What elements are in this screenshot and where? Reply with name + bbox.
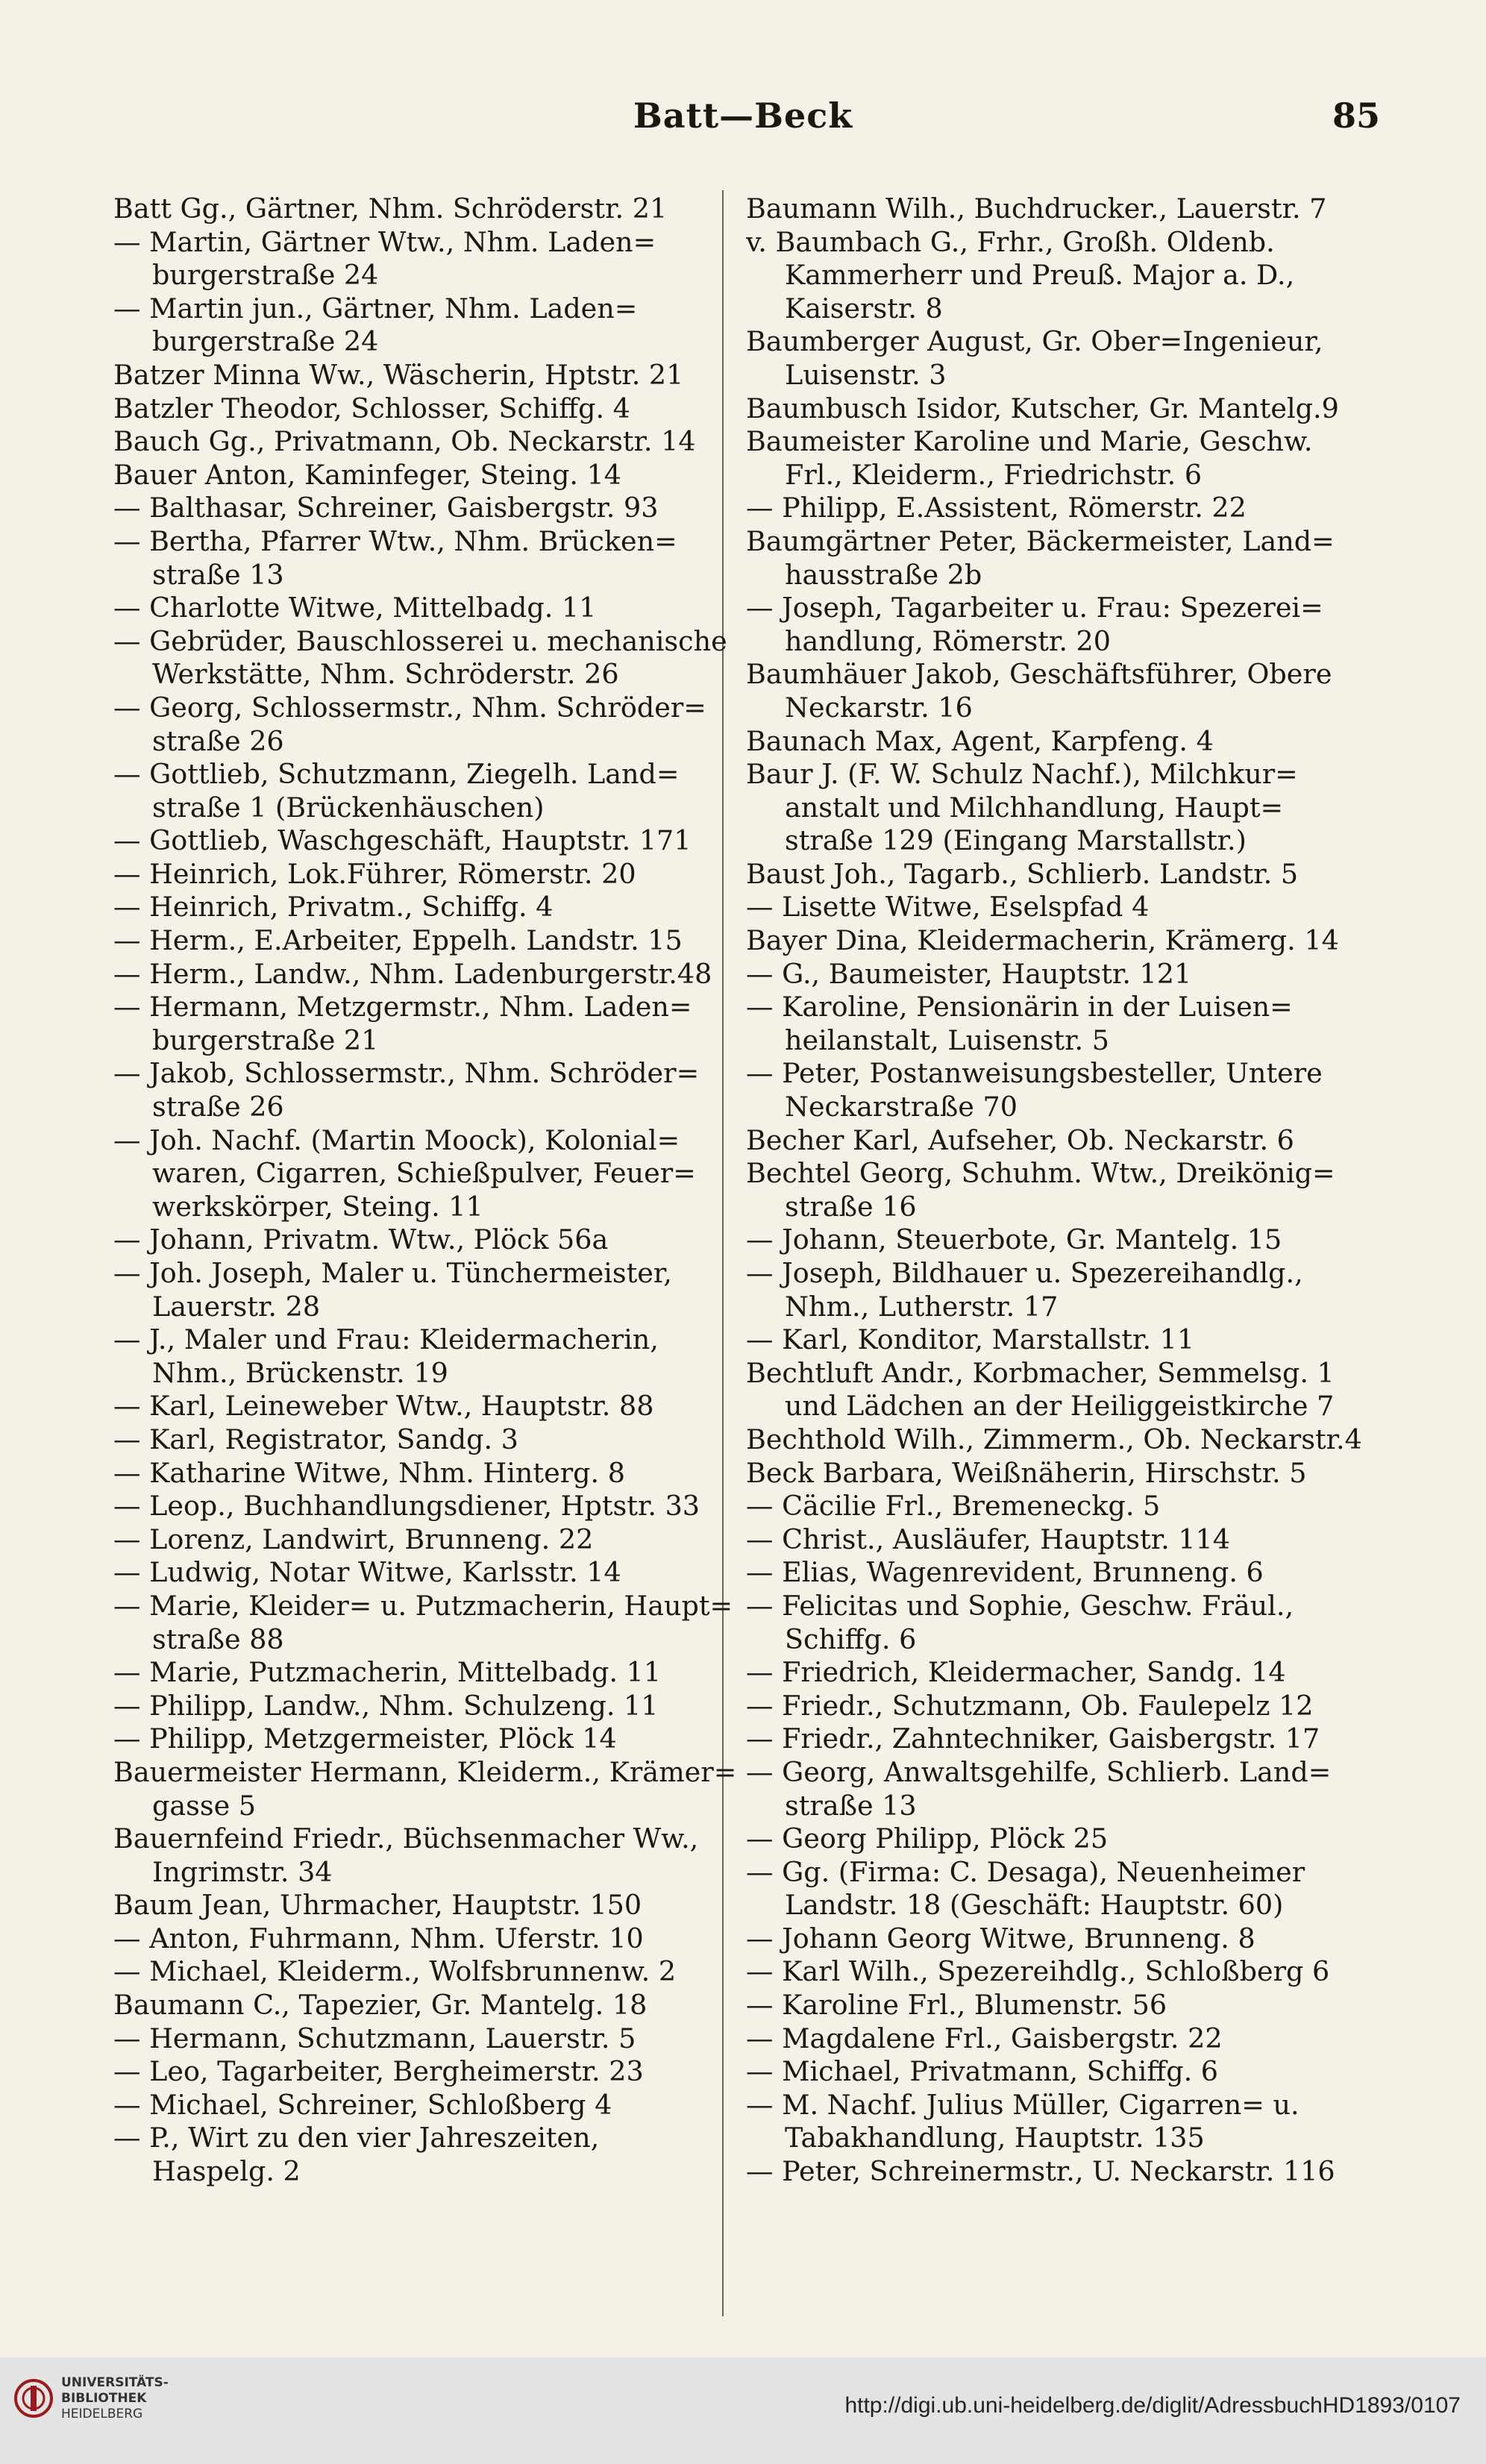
directory-entry [746, 1856, 1395, 1922]
entry-continuation-line: straße 129 (Eingang Marstallstr.) [785, 824, 1247, 857]
entry-line: — Karl, Leineweber Wtw., Hauptstr. 88 [113, 1390, 654, 1423]
directory-entry [113, 1690, 762, 1723]
directory-entry [113, 2055, 762, 2089]
entry-line: Baunach Max, Agent, Karpfeng. 4 [746, 724, 1214, 757]
entry-line: — Hermann, Schutzmann, Lauerstr. 5 [113, 2022, 636, 2054]
entry-line: Bauermeister Hermann, Kleiderm., Krämer= [113, 1755, 737, 1788]
directory-entry [746, 725, 1395, 759]
entry-line: Bauer Anton, Kaminfeger, Steing. 14 [113, 458, 621, 491]
entry-line: — Philipp, Landw., Nhm. Schulzeng. 11 [113, 1689, 659, 1722]
directory-entry [113, 2089, 762, 2122]
entry-line: — Gg. (Firma: C. Desaga), Neuenheimer [746, 1855, 1305, 1888]
entry-line: — Lorenz, Landwirt, Brunneng. 22 [113, 1523, 594, 1555]
directory-entry [113, 1722, 762, 1756]
entry-line: — Peter, Schreinermstr., U. Neckarstr. 116 [746, 2155, 1335, 2188]
directory-entry [113, 958, 762, 991]
directory-entry [746, 525, 1395, 592]
directory-entry [746, 1523, 1395, 1557]
directory-entry [113, 592, 762, 625]
directory-entry [113, 226, 762, 292]
entry-continuation-line: Nhm., Brückenstr. 19 [152, 1356, 448, 1389]
directory-entry [113, 1922, 762, 1956]
directory-entry [113, 1556, 762, 1590]
entry-line: Bechtluft Andr., Korbmacher, Semmelsg. 1 [746, 1356, 1335, 1389]
entry-line: — Johann Georg Witwe, Brunneng. 8 [746, 1922, 1255, 1954]
entry-line: Bechtel Georg, Schuhm. Wtw., Dreikönig= [746, 1157, 1335, 1190]
entry-line: — Balthasar, Schreiner, Gaisbergstr. 93 [113, 492, 659, 524]
entry-line: — Gottlieb, Waschgeschäft, Hauptstr. 171 [113, 824, 692, 857]
right-column [746, 192, 1395, 2189]
entry-line: Baumgärtner Peter, Bäckermeister, Land= [746, 524, 1335, 557]
entry-line: — Martin jun., Gärtner, Nhm. Laden= [113, 292, 638, 325]
entry-line: — P., Wirt zu den vier Jahreszeiten, [113, 2122, 600, 2154]
directory-entry [113, 1057, 762, 1123]
directory-entry [113, 1889, 762, 1922]
entry-line: — Karl, Konditor, Marstallstr. 11 [746, 1323, 1195, 1356]
directory-entry [113, 758, 762, 824]
entry-line: Baumberger August, Gr. Ober=Ingenieur, [746, 325, 1323, 358]
entry-continuation-line: Haspelg. 2 [152, 2155, 301, 2188]
directory-entry [113, 1523, 762, 1557]
entry-continuation-line: Nhm., Lutherstr. 17 [785, 1290, 1059, 1323]
library-seal-icon [13, 2378, 54, 2418]
entry-line: — Cäcilie Frl., Bremeneckg. 5 [746, 1490, 1161, 1523]
entry-continuation-line: und Lädchen an der Heiliggeistkirche 7 [785, 1390, 1335, 1423]
directory-entry [113, 392, 762, 426]
entry-line: — Herm., Landw., Nhm. Ladenburgerstr.48 [113, 957, 712, 990]
entry-line: — Marie, Kleider= u. Putzmacherin, Haupt= [113, 1589, 733, 1622]
entry-line: — Ludwig, Notar Witwe, Karlsstr. 14 [113, 1556, 621, 1589]
entry-line: Bauch Gg., Privatmann, Ob. Neckarstr. 14 [113, 425, 696, 458]
entry-continuation-line: burgerstraße 24 [152, 325, 379, 358]
directory-entry [746, 1556, 1395, 1590]
directory-entry [113, 625, 762, 692]
directory-entry [746, 1490, 1395, 1523]
entry-continuation-line: Neckarstraße 70 [785, 1091, 1018, 1123]
directory-entry [113, 1955, 762, 1989]
entry-line: — Leop., Buchhandlungsdiener, Hptstr. 33 [113, 1490, 700, 1523]
directory-entry [746, 1722, 1395, 1756]
entry-line: — Philipp, Metzgermeister, Plöck 14 [113, 1722, 617, 1755]
entry-line: — Lisette Witwe, Eselspfad 4 [746, 891, 1150, 924]
entry-continuation-line: werkskörper, Steing. 11 [152, 1190, 483, 1223]
entry-continuation-line: burgerstraße 24 [152, 259, 379, 292]
directory-entry [113, 192, 762, 226]
entry-line: — M. Nachf. Julius Müller, Cigarren= u. [746, 2088, 1300, 2121]
directory-entry [746, 1690, 1395, 1723]
entry-continuation-line: Werkstätte, Nhm. Schröderstr. 26 [152, 658, 619, 691]
entry-line: — Anton, Fuhrmann, Nhm. Uferstr. 10 [113, 1922, 644, 1954]
directory-entry [113, 1590, 762, 1656]
source-url-link[interactable]: http://digi.ub.uni-heidelberg.de/diglit/AdressbuchHD1893/0107 [844, 2393, 1461, 2418]
entry-line: — Michael, Schreiner, Schloßberg 4 [113, 2088, 612, 2121]
entry-line: — Michael, Privatmann, Schiffg. 6 [746, 2055, 1219, 2088]
directory-entry [746, 1423, 1395, 1457]
entry-line: — Joseph, Tagarbeiter u. Frau: Spezerei= [746, 592, 1323, 624]
entry-line: v. Baumbach G., Frhr., Großh. Oldenb. [746, 225, 1275, 258]
directory-entry [113, 1822, 762, 1889]
directory-entry [746, 1124, 1395, 1158]
directory-entry [113, 459, 762, 492]
directory-entry [746, 1656, 1395, 1690]
entry-continuation-line: Landstr. 18 (Geschäft: Hauptstr. 60) [785, 1889, 1284, 1922]
entry-line: — Charlotte Witwe, Mittelbadg. 11 [113, 592, 597, 624]
directory-entry [746, 858, 1395, 891]
entry-line: — Friedrich, Kleidermacher, Sandg. 14 [746, 1656, 1286, 1689]
entry-line: — Magdalene Frl., Gaisbergstr. 22 [746, 2022, 1223, 2054]
directory-entry [746, 1955, 1395, 1989]
library-name: UNIVERSITÄTS- BIBLIOTHEK HEIDELBERG [61, 2375, 169, 2421]
directory-entry [746, 758, 1395, 858]
directory-entry [113, 1323, 762, 1390]
directory-entry [113, 425, 762, 459]
directory-entry [113, 1223, 762, 1257]
directory-entry [113, 1490, 762, 1523]
directory-entry [746, 325, 1395, 392]
entry-line: — Heinrich, Privatm., Schiffg. 4 [113, 891, 554, 924]
directory-entry [746, 658, 1395, 724]
directory-entry [113, 1423, 762, 1457]
entry-line: Bayer Dina, Kleidermacherin, Krämerg. 14 [746, 924, 1339, 957]
entry-line: — Friedr., Schutzmann, Ob. Faulepelz 12 [746, 1689, 1314, 1722]
directory-entry [746, 192, 1395, 226]
directory-entry [746, 425, 1395, 492]
entry-line: — Marie, Putzmacherin, Mittelbadg. 11 [113, 1656, 662, 1689]
directory-entry [746, 1590, 1395, 1656]
entry-line: Baumann Wilh., Buchdrucker., Lauerstr. 7 [746, 192, 1327, 225]
entry-continuation-line: Neckarstr. 16 [785, 691, 973, 724]
entry-line: Baust Joh., Tagarb., Schlierb. Landstr. 5 [746, 857, 1299, 890]
entry-line: — Johann, Steuerbote, Gr. Mantelg. 15 [746, 1223, 1282, 1256]
directory-entry [113, 1656, 762, 1690]
directory-entry [113, 2122, 762, 2188]
directory-entry [746, 1756, 1395, 1822]
entry-continuation-line: Luisenstr. 3 [785, 358, 947, 391]
entry-line: — Karoline Frl., Blumenstr. 56 [746, 1989, 1167, 2022]
directory-entry [113, 359, 762, 392]
entry-line: Baumbusch Isidor, Kutscher, Gr. Mantelg.9 [746, 392, 1339, 424]
entry-continuation-line: Kammerherr und Preuß. Major a. D., [785, 259, 1295, 292]
directory-entry [746, 492, 1395, 525]
directory-entry [746, 1357, 1395, 1423]
directory-entry [746, 1457, 1395, 1490]
entry-continuation-line: hausstraße 2b [785, 558, 982, 591]
directory-entry [113, 492, 762, 525]
running-header: Batt—Beck [633, 95, 853, 136]
directory-entry [113, 1390, 762, 1423]
entry-continuation-line: burgerstraße 21 [152, 1023, 379, 1056]
entry-continuation-line: gasse 5 [152, 1789, 257, 1822]
entry-line: — Christ., Ausläufer, Hauptstr. 114 [746, 1523, 1230, 1555]
page-number: 85 [1332, 95, 1380, 136]
directory-entry [746, 2055, 1395, 2089]
entry-line: Baumeister Karoline und Marie, Geschw. [746, 425, 1313, 458]
entry-continuation-line: waren, Cigarren, Schießpulver, Feuer= [152, 1157, 696, 1190]
entry-line: — Joh. Nachf. (Martin Moock), Kolonial= [113, 1123, 680, 1156]
directory-entry [746, 1223, 1395, 1257]
entry-line: — J., Maler und Frau: Kleidermacherin, [113, 1323, 659, 1356]
entry-continuation-line: straße 1 (Brückenhäuschen) [152, 791, 545, 824]
left-column [113, 192, 762, 2189]
directory-entry [113, 858, 762, 891]
directory-entry [746, 1323, 1395, 1357]
entry-line: — Herm., E.Arbeiter, Eppelh. Landstr. 15 [113, 924, 683, 957]
directory-entry [113, 1257, 762, 1323]
entry-continuation-line: straße 26 [152, 724, 284, 757]
directory-entry [746, 1922, 1395, 1956]
directory-entry [113, 1756, 762, 1822]
directory-entry [113, 991, 762, 1057]
entry-line: — Karl Wilh., Spezereihdlg., Schloßberg 6 [746, 1955, 1330, 1988]
directory-entry [113, 1989, 762, 2022]
entry-line: Becher Karl, Aufseher, Ob. Neckarstr. 6 [746, 1123, 1294, 1156]
entry-line: — Elias, Wagenrevident, Brunneng. 6 [746, 1556, 1264, 1589]
entry-continuation-line: Lauerstr. 28 [152, 1290, 321, 1323]
entry-line: — Gottlieb, Schutzmann, Ziegelh. Land= [113, 758, 680, 791]
entry-line: Bauernfeind Friedr., Büchsenmacher Ww., [113, 1822, 699, 1855]
directory-entry [113, 525, 762, 592]
directory-entry [113, 292, 762, 359]
entry-line: Baur J. (F. W. Schulz Nachf.), Milchkur= [746, 758, 1298, 791]
entry-line: — Heinrich, Lok.Führer, Römerstr. 20 [113, 857, 636, 890]
entry-continuation-line: straße 13 [152, 558, 284, 591]
entry-line: — Martin, Gärtner Wtw., Nhm. Laden= [113, 225, 656, 258]
entry-continuation-line: anstalt und Milchhandlung, Haupt= [785, 791, 1284, 824]
directory-entry [746, 1257, 1395, 1323]
entry-line: — Joh. Joseph, Maler u. Tünchermeister, [113, 1257, 672, 1289]
directory-entry [746, 891, 1395, 924]
entry-line: — Bertha, Pfarrer Wtw., Nhm. Brücken= [113, 524, 677, 557]
directory-entry [746, 1989, 1395, 2022]
directory-entry [113, 1457, 762, 1490]
directory-entry [113, 924, 762, 958]
entry-line: — Georg Philipp, Plöck 25 [746, 1822, 1109, 1855]
directory-entry [746, 1057, 1395, 1123]
entry-line: — Felicitas und Sophie, Geschw. Fräul., [746, 1589, 1294, 1622]
directory-entry [746, 2022, 1395, 2056]
entry-continuation-line: heilanstalt, Luisenstr. 5 [785, 1023, 1109, 1056]
entry-line: Batzler Theodor, Schlosser, Schiffg. 4 [113, 392, 630, 424]
entry-continuation-line: straße 26 [152, 1091, 284, 1123]
directory-entry [746, 226, 1395, 326]
directory-entry [746, 991, 1395, 1057]
directory-entry [746, 2089, 1395, 2155]
entry-continuation-line: handlung, Römerstr. 20 [785, 624, 1112, 657]
entry-line: Batt Gg., Gärtner, Nhm. Schröderstr. 21 [113, 192, 668, 225]
entry-continuation-line: straße 13 [785, 1789, 917, 1822]
entry-line: — Hermann, Metzgermstr., Nhm. Laden= [113, 991, 692, 1023]
entry-line: — Joseph, Bildhauer u. Spezereihandlg., [746, 1257, 1303, 1289]
entry-continuation-line: straße 16 [785, 1190, 917, 1223]
entry-line: — Peter, Postanweisungsbesteller, Untere [746, 1057, 1323, 1090]
entry-continuation-line: Tabakhandlung, Hauptstr. 135 [785, 2122, 1205, 2154]
entry-line: — Karoline, Pensionärin in der Luisen= [746, 991, 1293, 1023]
directory-entry [746, 392, 1395, 426]
entry-line: Baumhäuer Jakob, Geschäftsführer, Obere [746, 658, 1332, 691]
entry-line: Beck Barbara, Weißnäherin, Hirschstr. 5 [746, 1456, 1307, 1489]
entry-line: — Leo, Tagarbeiter, Bergheimerstr. 23 [113, 2055, 644, 2088]
directory-entry [746, 1157, 1395, 1223]
entry-line: Batzer Minna Ww., Wäscherin, Hptstr. 21 [113, 358, 684, 391]
entry-line: — Katharine Witwe, Nhm. Hinterg. 8 [113, 1456, 625, 1489]
entry-line: Bechthold Wilh., Zimmerm., Ob. Neckarstr.4 [746, 1423, 1362, 1455]
entry-line: — Johann, Privatm. Wtw., Plöck 56a [113, 1223, 609, 1256]
directory-entry [113, 2022, 762, 2056]
entry-line: — Philipp, E.Assistent, Römerstr. 22 [746, 492, 1247, 524]
directory-entry [746, 592, 1395, 658]
entry-line: — Gebrüder, Bauschlosserei u. mechanische [113, 624, 727, 657]
entry-continuation-line: Frl., Kleiderm., Friedrichstr. 6 [785, 458, 1203, 491]
directory-entry [746, 958, 1395, 991]
directory-entry [113, 891, 762, 924]
directory-entry [746, 2155, 1395, 2189]
entry-line: — Georg, Anwaltsgehilfe, Schlierb. Land= [746, 1755, 1332, 1788]
entry-continuation-line: straße 88 [152, 1623, 284, 1655]
entry-line: — Jakob, Schlossermstr., Nhm. Schröder= [113, 1057, 700, 1090]
entry-line: — Friedr., Zahntechniker, Gaisbergstr. 17 [746, 1722, 1320, 1755]
directory-entry [746, 1822, 1395, 1856]
entry-line: — Karl, Registrator, Sandg. 3 [113, 1423, 518, 1455]
entry-continuation-line: Schiffg. 6 [785, 1623, 917, 1655]
directory-entry [113, 692, 762, 758]
entry-line: — G., Baumeister, Hauptstr. 121 [746, 957, 1192, 990]
entry-continuation-line: Ingrimstr. 34 [152, 1855, 333, 1888]
directory-entry [746, 924, 1395, 958]
entry-continuation-line: Kaiserstr. 8 [785, 292, 943, 325]
entry-line: — Georg, Schlossermstr., Nhm. Schröder= [113, 691, 706, 724]
directory-entry [113, 824, 762, 858]
entry-line: Baum Jean, Uhrmacher, Hauptstr. 150 [113, 1889, 642, 1922]
entry-line: Baumann C., Tapezier, Gr. Mantelg. 18 [113, 1989, 648, 2022]
directory-entry [113, 1124, 762, 1224]
entry-line: — Michael, Kleiderm., Wolfsbrunnenw. 2 [113, 1955, 677, 1988]
